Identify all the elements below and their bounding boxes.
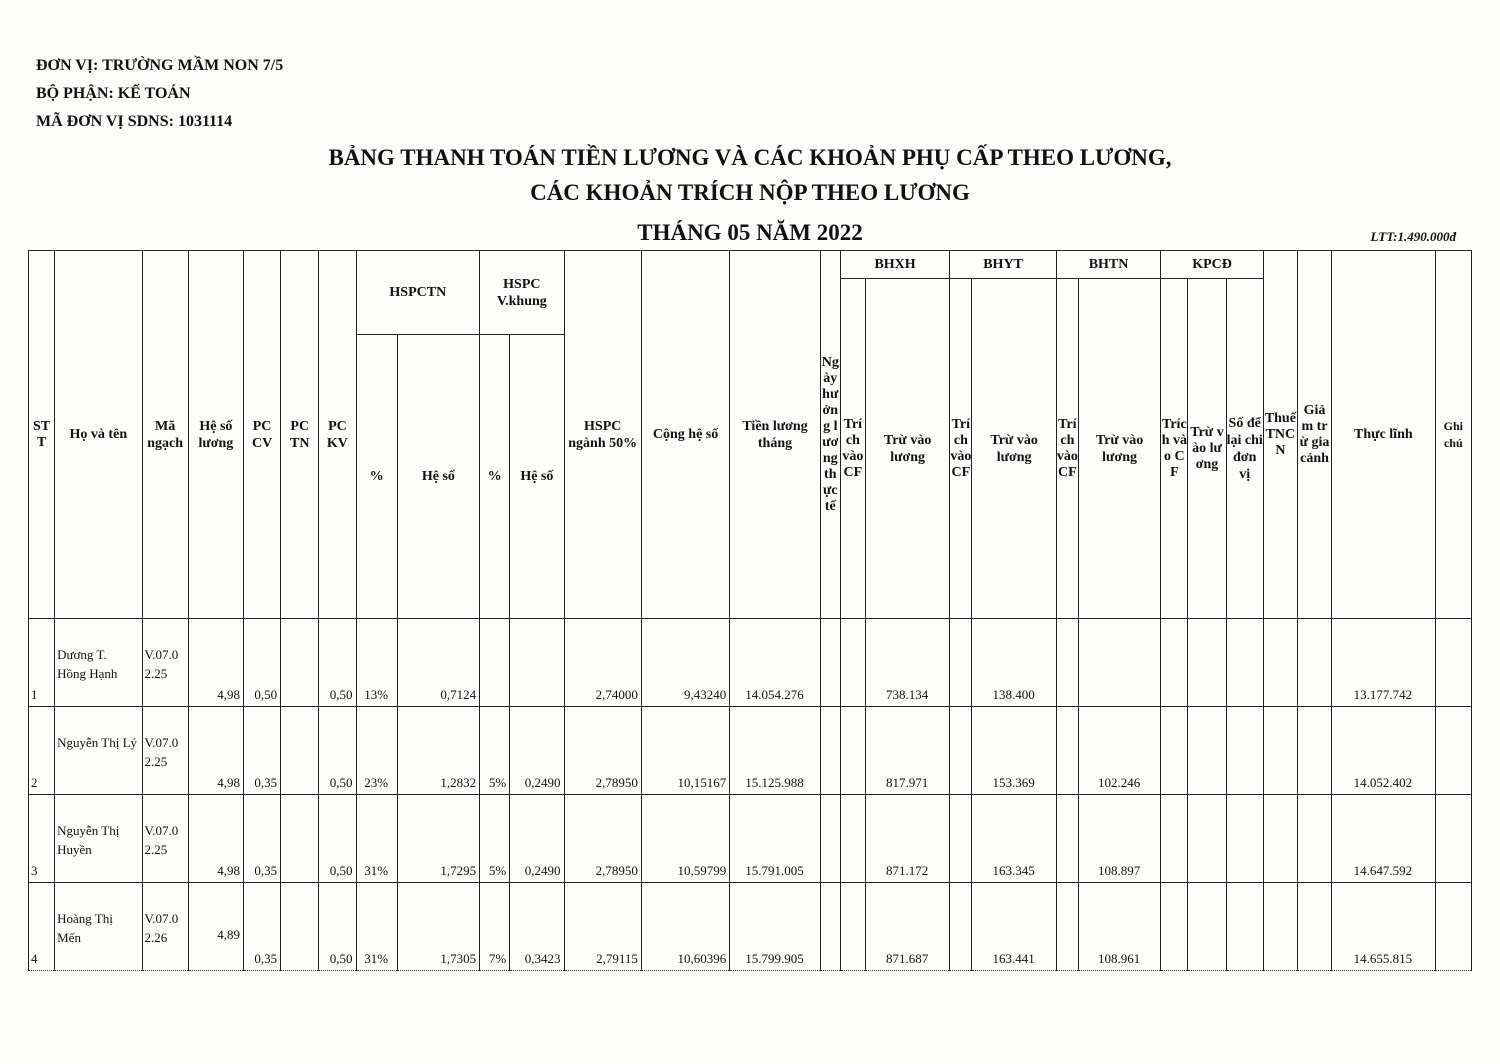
cell-bhtn-cf <box>1056 883 1078 971</box>
cell-vk-hs: 0,2490 <box>510 707 564 795</box>
col-hspc-nganh: HSPC ngành 50% <box>564 251 641 619</box>
cell-code: V.07.0 2.26 <box>142 883 188 971</box>
cell-tn-hs: 0,7124 <box>397 619 479 707</box>
cell-bhyt: 163.345 <box>972 795 1056 883</box>
cell-bhyt: 163.441 <box>972 883 1056 971</box>
cell-luong: 14.054.276 <box>730 619 820 707</box>
cell-bhtn: 108.961 <box>1078 883 1160 971</box>
cell-bhtn <box>1078 619 1160 707</box>
cell-pckv: 0,50 <box>319 883 356 971</box>
cell-pckv: 0,50 <box>319 707 356 795</box>
cell-giam-tru <box>1297 883 1331 971</box>
cell-vk-hs: 0,2490 <box>510 795 564 883</box>
cell-giam-tru <box>1297 707 1331 795</box>
cell-giam-tru <box>1297 795 1331 883</box>
col-coef: Hệ số lương <box>188 251 243 619</box>
col-so-de-lai: Số để lại chi đơn vị <box>1226 279 1263 619</box>
cell-bhyt: 138.400 <box>972 619 1056 707</box>
cell-vk-pct: 5% <box>480 707 510 795</box>
budget-code: MÃ ĐƠN VỊ SDNS: 1031114 <box>36 113 233 130</box>
cell-tn-hs: 1,2832 <box>397 707 479 795</box>
cell-vk-pct: 5% <box>480 795 510 883</box>
cell-thuc-linh: 13.177.742 <box>1332 619 1435 707</box>
cell-so-de-lai <box>1226 795 1263 883</box>
base-salary-note: LTT:1.490.000đ <box>1370 229 1456 244</box>
cell-bhyt-cf <box>950 707 972 795</box>
col-tien-luong: Tiền lương tháng <box>730 251 820 619</box>
cell-vk-hs: 0,3423 <box>510 883 564 971</box>
col-bhyt-luong: Trừ vào lương <box>972 279 1056 619</box>
table-row <box>29 619 1472 707</box>
col-kpcd-luong: Trừ vào lương <box>1188 279 1226 619</box>
col-kpcd: KPCĐ <box>1161 251 1264 279</box>
cell-kpcd-cf <box>1161 707 1188 795</box>
col-bhyt-cf: Trích vào CF <box>950 279 972 619</box>
col-giam-tru: Giảm trừ gia cảnh <box>1297 251 1331 619</box>
col-bhxh-luong: Trừ vào lương <box>865 279 949 619</box>
cell-code: V.07.0 2.25 <box>142 795 188 883</box>
col-code: Mã ngạch <box>142 251 188 619</box>
cell-thue <box>1263 707 1297 795</box>
cell-pckv: 0,50 <box>319 795 356 883</box>
table-row <box>29 795 1472 883</box>
cell-cong: 10,60396 <box>641 883 729 971</box>
cell-nganh: 2,74000 <box>564 619 641 707</box>
cell-name: Hoàng Thị Mến <box>55 883 142 971</box>
org-unit: ĐƠN VỊ: TRƯỜNG MẦM NON 7/5 <box>36 57 284 74</box>
cell-cong: 10,15167 <box>641 707 729 795</box>
cell-bhyt-cf <box>950 883 972 971</box>
cell-coef: 4,98 <box>188 619 243 707</box>
cell-bhtn-cf <box>1056 707 1078 795</box>
cell-kpcd-luong <box>1188 707 1226 795</box>
cell-thue <box>1263 619 1297 707</box>
cell-bhyt: 153.369 <box>972 707 1056 795</box>
col-tn-hs: Hệ số <box>397 335 479 619</box>
cell-kpcd-luong <box>1188 883 1226 971</box>
cell-pctn <box>281 619 319 707</box>
cell-bhtn: 108.897 <box>1078 795 1160 883</box>
col-ghi-chu: Ghi chú <box>1435 251 1471 619</box>
table-row <box>29 707 1472 795</box>
cell-name: Nguyễn Thị Lý <box>55 707 142 795</box>
cell-bhxh: 871.687 <box>865 883 949 971</box>
col-pckv: PC KV <box>319 251 356 619</box>
cell-so-de-lai <box>1226 707 1263 795</box>
cell-ghi-chu <box>1435 795 1471 883</box>
cell-vk-hs <box>510 619 564 707</box>
cell-stt: 4 <box>29 883 55 971</box>
table-row <box>29 883 1472 971</box>
title-line-1: BẢNG THANH TOÁN TIỀN LƯƠNG VÀ CÁC KHOẢN PHỤ CẤP THEO LƯƠNG, <box>328 145 1172 170</box>
cell-tn-pct: 31% <box>356 795 397 883</box>
cell-bhxh-cf <box>840 707 865 795</box>
cell-coef: 4,98 <box>188 795 243 883</box>
cell-ngay <box>820 883 840 971</box>
cell-stt: 1 <box>29 619 55 707</box>
col-vk-hs: Hệ số <box>510 335 564 619</box>
col-vk-pct: % <box>480 335 510 619</box>
cell-nganh: 2,78950 <box>564 795 641 883</box>
col-cong-he-so: Cộng hệ số <box>641 251 729 619</box>
cell-thuc-linh: 14.655.815 <box>1332 883 1435 971</box>
col-bhtn: BHTN <box>1056 251 1160 279</box>
cell-kpcd-cf <box>1161 619 1188 707</box>
cell-coef: 4,89 <box>188 883 243 971</box>
col-bhyt: BHYT <box>950 251 1056 279</box>
cell-ngay <box>820 619 840 707</box>
cell-thuc-linh: 14.052.402 <box>1332 707 1435 795</box>
cell-ngay <box>820 795 840 883</box>
cell-vk-pct: 7% <box>480 883 510 971</box>
cell-bhxh: 817.971 <box>865 707 949 795</box>
col-thuc-linh: Thực lĩnh <box>1332 251 1435 619</box>
cell-pctn <box>281 795 319 883</box>
cell-pccv: 0,35 <box>244 707 281 795</box>
col-pctn: PC TN <box>281 251 319 619</box>
col-hspctn: HSPCTN <box>356 251 480 335</box>
col-hspc-vkhung: HSPC V.khung <box>480 251 564 335</box>
cell-stt: 2 <box>29 707 55 795</box>
cell-bhyt-cf <box>950 619 972 707</box>
col-ngay-huong: Ngày hưởng lương thực tế <box>820 251 840 619</box>
cell-so-de-lai <box>1226 619 1263 707</box>
cell-bhtn: 102.246 <box>1078 707 1160 795</box>
cell-tn-pct: 31% <box>356 883 397 971</box>
cell-ghi-chu <box>1435 619 1471 707</box>
cell-luong: 15.791.005 <box>730 795 820 883</box>
cell-pccv: 0,35 <box>244 883 281 971</box>
cell-name: Nguyễn Thị Huyền <box>55 795 142 883</box>
cell-cong: 9,43240 <box>641 619 729 707</box>
cell-code: V.07.0 2.25 <box>142 707 188 795</box>
cell-nganh: 2,78950 <box>564 707 641 795</box>
payroll-table <box>28 250 1472 971</box>
cell-nganh: 2,79115 <box>564 883 641 971</box>
cell-kpcd-luong <box>1188 795 1226 883</box>
cell-pctn <box>281 707 319 795</box>
cell-kpcd-cf <box>1161 795 1188 883</box>
cell-pctn <box>281 883 319 971</box>
cell-luong: 15.799.905 <box>730 883 820 971</box>
col-bhxh: BHXH <box>840 251 950 279</box>
cell-tn-hs: 1,7305 <box>397 883 479 971</box>
cell-name: Dương T. Hồng Hạnh <box>55 619 142 707</box>
cell-kpcd-luong <box>1188 619 1226 707</box>
cell-pckv: 0,50 <box>319 619 356 707</box>
cell-bhxh: 738.134 <box>865 619 949 707</box>
col-name: Họ và tên <box>55 251 142 619</box>
cell-thuc-linh: 14.647.592 <box>1332 795 1435 883</box>
cell-coef: 4,98 <box>188 707 243 795</box>
cell-so-de-lai <box>1226 883 1263 971</box>
col-bhtn-luong: Trừ vào lương <box>1078 279 1160 619</box>
cell-stt: 3 <box>29 795 55 883</box>
col-bhxh-cf: Trích vào CF <box>840 279 865 619</box>
cell-code: V.07.0 2.25 <box>142 619 188 707</box>
period-title: THÁNG 05 NĂM 2022 <box>637 220 863 245</box>
cell-bhtn-cf <box>1056 795 1078 883</box>
cell-bhtn-cf <box>1056 619 1078 707</box>
cell-ngay <box>820 707 840 795</box>
cell-pccv: 0,50 <box>244 619 281 707</box>
cell-ghi-chu <box>1435 707 1471 795</box>
col-thue-tncn: Thuế TNCN <box>1263 251 1297 619</box>
cell-bhxh: 871.172 <box>865 795 949 883</box>
cell-kpcd-cf <box>1161 883 1188 971</box>
cell-ghi-chu <box>1435 883 1471 971</box>
col-kpcd-cf: Trích vào CF <box>1161 279 1188 619</box>
cell-cong: 10,59799 <box>641 795 729 883</box>
cell-giam-tru <box>1297 619 1331 707</box>
col-bhtn-cf: Trích vào CF <box>1056 279 1078 619</box>
cell-tn-pct: 23% <box>356 707 397 795</box>
cell-luong: 15.125.988 <box>730 707 820 795</box>
col-tn-pct: % <box>356 335 397 619</box>
title-line-2: CÁC KHOẢN TRÍCH NỘP THEO LƯƠNG <box>530 180 970 205</box>
cell-vk-pct <box>480 619 510 707</box>
cell-tn-pct: 13% <box>356 619 397 707</box>
cell-thue <box>1263 795 1297 883</box>
cell-pccv: 0,35 <box>244 795 281 883</box>
cell-bhyt-cf <box>950 795 972 883</box>
cell-bhxh-cf <box>840 795 865 883</box>
cell-bhxh-cf <box>840 619 865 707</box>
col-pccv: PC CV <box>244 251 281 619</box>
org-info <box>36 52 283 136</box>
cell-tn-hs: 1,7295 <box>397 795 479 883</box>
department: BỘ PHẬN: KẾ TOÁN <box>36 85 191 102</box>
cell-thue <box>1263 883 1297 971</box>
cell-bhxh-cf <box>840 883 865 971</box>
col-stt: STT <box>29 251 55 619</box>
